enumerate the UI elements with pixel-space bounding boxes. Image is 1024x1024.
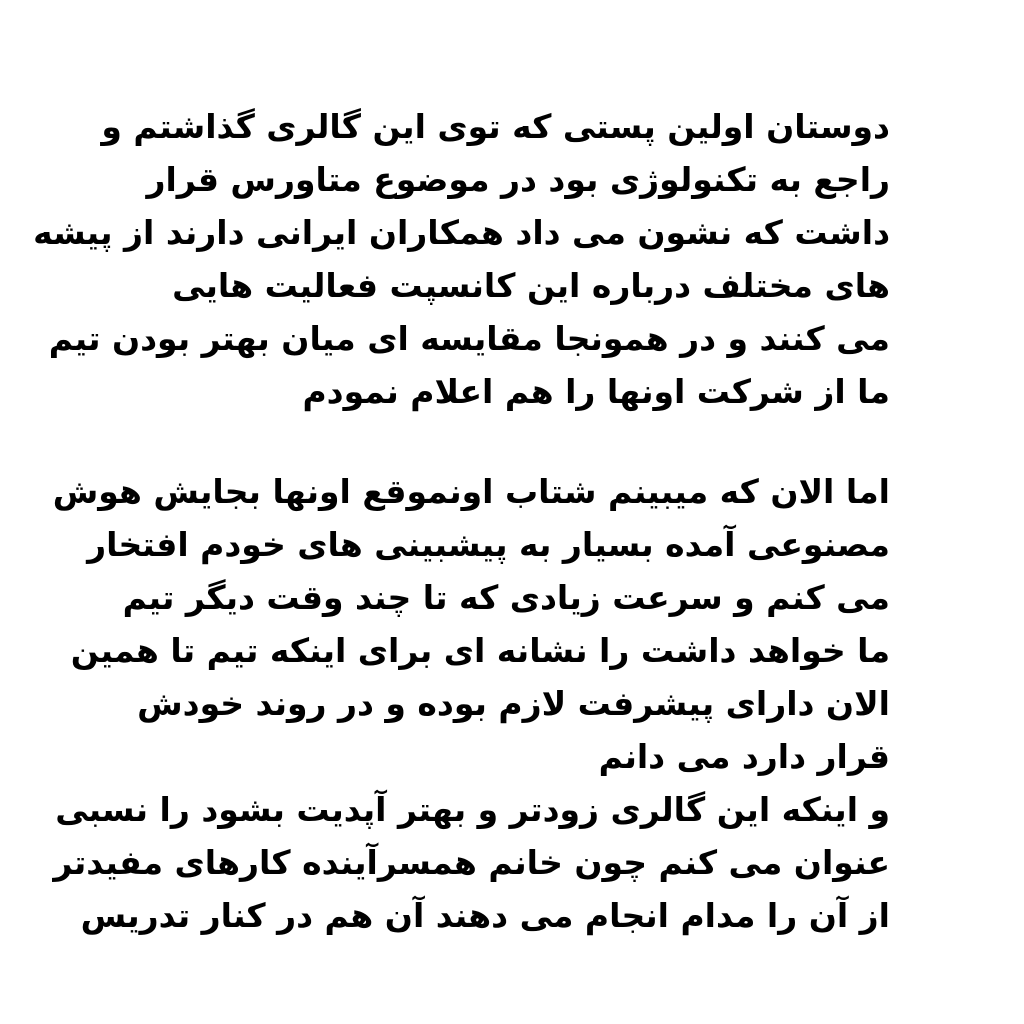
text-line: داشت که نشون می داد همکاران ایرانی دارند از پیشه bbox=[33, 213, 890, 252]
paragraph-1 bbox=[33, 100, 890, 418]
text-line: راجع به تکنولوژی بود در موضوع متاورس قرار bbox=[146, 160, 890, 199]
text-line: و اینکه این گالری زودتر و بهتر آپدیت بشود را نسبی bbox=[55, 790, 890, 829]
text-line: الان دارای پیشرفت لازم بوده و در روند خودش bbox=[137, 684, 890, 723]
text-line: می کنم و سرعت زیادی که تا چند وقت دیگر تیم bbox=[122, 578, 890, 617]
text-line: از آن را مدام انجام می دهند آن هم در کنار تدریس bbox=[80, 896, 890, 935]
text-line: اما الان که میبینم شتاب اونموقع اونها بجایش هوش bbox=[52, 472, 890, 511]
text-line: قرار دارد می دانم bbox=[598, 737, 890, 776]
text-line: مصنوعی آمده بسیار به پیشبینی های خودم افتخار bbox=[87, 525, 890, 564]
paragraph-2 bbox=[52, 465, 890, 942]
text-line: ما از شرکت اونها را هم اعلام نمودم bbox=[302, 372, 890, 411]
text-line: می کنند و در همونجا مقایسه ای میان بهتر بودن تیم bbox=[48, 319, 890, 358]
text-line: های مختلف درباره این کانسپت فعالیت هایی bbox=[172, 266, 890, 305]
text-line: عنوان می کنم چون خانم همسرآینده کارهای مفیدتر bbox=[53, 843, 890, 882]
text-line: دوستان اولین پستی که توی این گالری گذاشتم و bbox=[101, 107, 890, 146]
text-line: ما خواهد داشت را نشانه ای برای اینکه تیم تا همین bbox=[70, 631, 890, 670]
